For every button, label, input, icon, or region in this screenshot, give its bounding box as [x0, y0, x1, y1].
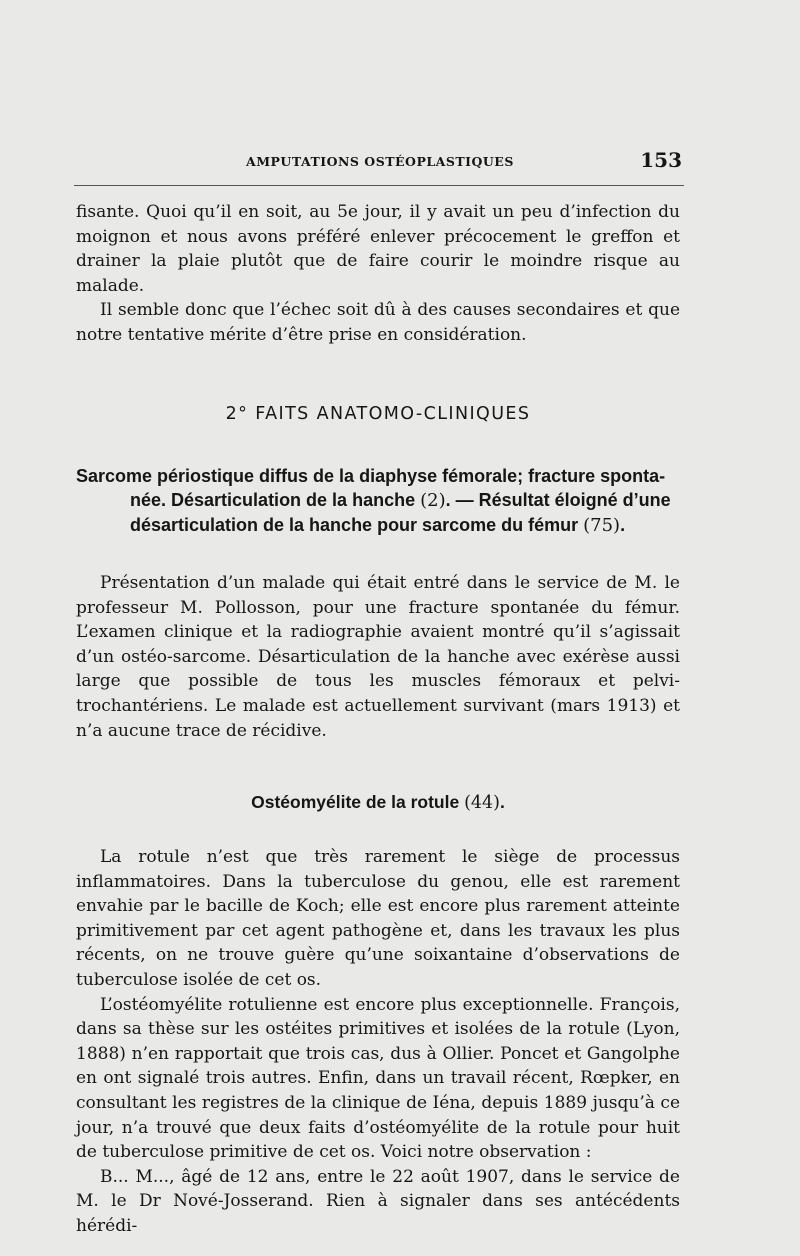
paragraph: fisante. Quoi qu’il en soit, au 5e jour, il y avait un peu d’infection du moignon et nous avons préféré enlever précocement le greffon et drainer la plaie plutôt que de faire courir le moindre risque au malade.: [76, 202, 680, 296]
title-line: désarticulation de la hanche pour sarcome du fémur (75).: [130, 515, 626, 536]
section-heading: 2° FAITS ANATOMO-CLINIQUES: [225, 404, 531, 424]
reference-number: (44): [464, 793, 501, 813]
header-rule: [74, 185, 684, 186]
page-header: [76, 148, 682, 178]
paragraph: La rotule n’est que très rarement le siège de processus inflammatoires. Dans la tuberculose du genou, elle est rarement envahie par le bacille de Koch; elle est encore plus rarement atteinte primitivement par cet agent pathogène et, dans les travaux les plus récents, on ne trouve guère qu’une soixantaine d’observations de tuberculose isolée de cet os.: [76, 847, 680, 990]
paragraph: Il semble donc que l’échec soit dû à des causes secondaires et que notre tentative mérite d’être prise en considération.: [76, 300, 680, 345]
title-line: née. Désarticulation de la hanche (2). — Résultat éloigné d’une: [130, 490, 671, 511]
paragraph: Présentation d’un malade qui était entré dans le service de M. le professeur M. Pollosson, pour une fracture spontanée du fémur. L’examen clinique et la radiographie avaient montré qu’il s’agissait d’un ostéo-sarcome. Désarticulation de la hanche avec exérèse aussi large que possible de tous les muscles fémoraux et pelvi-trochantériens. Le malade est actuellement survivant (mars 1913) et n’a aucune trace de récidive.: [76, 573, 680, 741]
paragraph: L’ostéomyélite rotulienne est encore plus exceptionnelle. François, dans sa thèse sur les ostéites primitives et isolées de la rotule (Lyon, 1888) n’en rapportait que trois cas, dus à Ollier. Poncet et Gangolphe en ont signalé trois autres. Enfin, dans un travail récent, Rœpker, en consultant les registres de la clinique de Iéna, depuis 1889 jusqu’à ce jour, n’a trouvé que deux faits d’ostéomyélite de la rotule pour huit de tuberculose primitive de cet os. Voici notre observation :: [76, 994, 680, 1163]
paragraph: B... M..., âgé de 12 ans, entre le 22 août 1907, dans le service de M. le Dr Nové-Josserand. Rien à signaler dans ses antécédents hérédi-: [76, 1166, 680, 1236]
sub-heading: Ostéomyélite de la rotule (44).: [251, 792, 505, 813]
page-number: 153: [640, 148, 682, 172]
running-title: AMPUTATIONS OSTÉOPLASTIQUES: [246, 154, 514, 169]
title-line: Sarcome périostique diffus de la diaphyse fémorale; fracture sponta-: [76, 466, 666, 486]
article-title: [76, 464, 680, 538]
intro-text-block: [76, 200, 680, 348]
reference-number: (2): [420, 490, 446, 511]
discussion-text-block: [76, 845, 680, 1239]
case-text-block: [76, 571, 680, 743]
reference-number: (75): [583, 515, 621, 536]
